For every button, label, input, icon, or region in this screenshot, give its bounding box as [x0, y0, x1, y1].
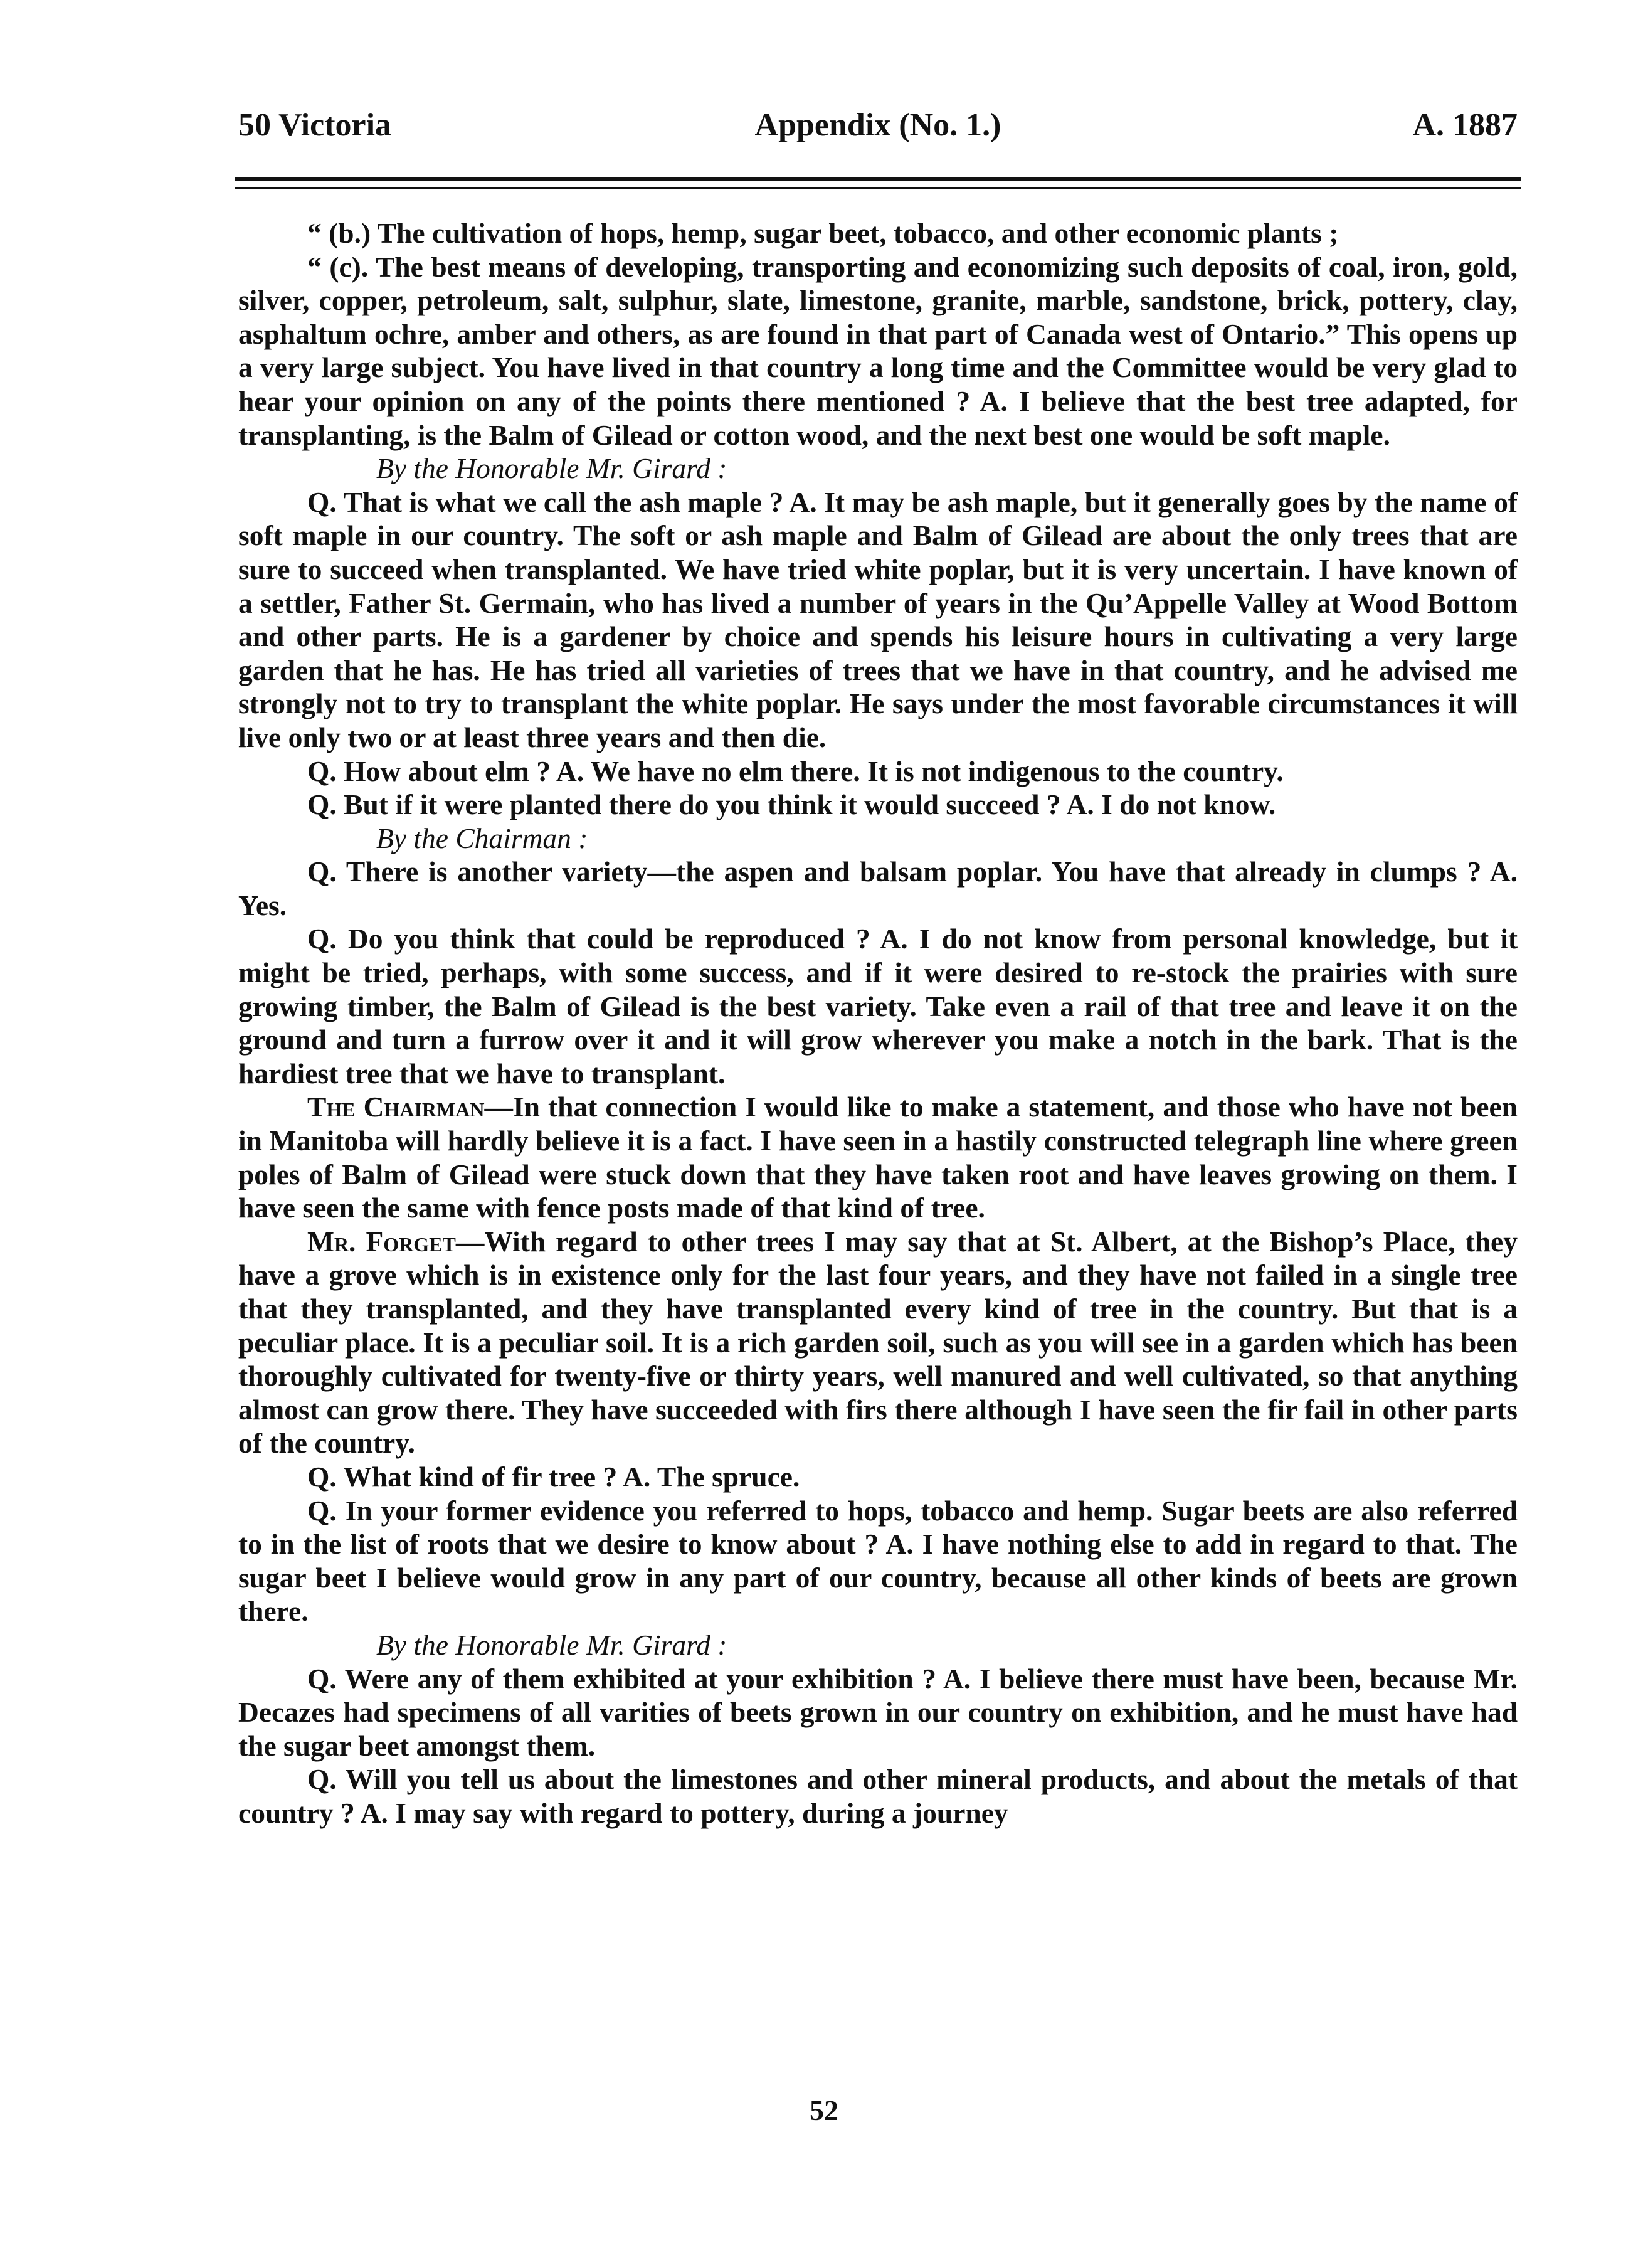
examiner-heading: By the Chairman : [376, 822, 588, 854]
body-paragraph: Q. In your former evidence you referred to hops, tobacco and hemp. Sugar beets are also referred to in the list of roots that we desire to know about ? A. I have nothing else to add in regard to that. The sugar beet I believe would grow in any part of our country, because all other kinds of beets are grown there. [238, 1494, 1518, 1628]
body-paragraph: Q. Were any of them exhibited at your exhibition ? A. I believe there must have been, because Mr. Decazes had specimens of all varities of beets grown in our country on exhibition, and he must have had the sugar beet amongst them. [238, 1662, 1518, 1762]
speaker-paragraph [238, 1090, 1518, 1224]
body-paragraph: Q. Will you tell us about the limestones and other mineral products, and about the metals of that country ? A. I may say with regard to pottery, during a journey [238, 1763, 1518, 1829]
running-header [238, 107, 1518, 163]
body-paragraph: “ (c). The best means of developing, transporting and economizing such deposits of coal, iron, gold, silver, copper, petroleum, salt, sulphur, slate, limestone, granite, marble, sandstone, brick, pottery, clay, asphaltum ochre, amber and others, as are found in that part of Canada west of Ontario.” This opens up a very large subject. You have lived in that country a long time and the Committee would be very glad to hear your opinion on any of the points there mentioned ? A. I believe that the best tree adapted, for transplanting, is the Balm of Gilead or cotton wood, and the next best one would be soft maple. [238, 250, 1518, 451]
speaker-text: —With regard to other trees I may say that at St. Albert, at the Bishop’s Place, they have a grove which is in existence only for the last four years, and they have not failed in a single tree that they transplanted, and they have transplanted every kind of tree in the country. But that is a peculiar place. It is a peculiar soil. It is a rich garden soil, such as you will see in a garden which has been thoroughly cultivated for twenty-five or thirty years, well manured and well cultivated, so that anything almost can grow there. They have succeeded with firs there although I have seen the fir fail in other parts of the country. [238, 1225, 1518, 1460]
body-paragraph: “ (b.) The cultivation of hops, hemp, sugar beet, tobacco, and other economic plants ; [307, 217, 1339, 249]
header-rule-thick [235, 177, 1521, 181]
examiner-heading: By the Honorable Mr. Girard : [376, 452, 727, 485]
page-body [238, 216, 1518, 1830]
body-paragraph: Q. Do you think that could be reproduced ? A. I do not know from personal knowledge, but it might be tried, perhaps, with some success, and if it were desired to re-stock the prairies with sure growing timber, the Balm of Gilead is the best variety. Take even a rail of that tree and leave it on the ground and turn a furrow over it and it will grow wherever you make a notch in the bark. That is the hardiest tree that we have to transplant. [238, 923, 1518, 1089]
body-paragraph: Q. What kind of fir tree ? A. The spruce. [307, 1460, 800, 1493]
header-year: A. 1887 [1412, 107, 1518, 143]
header-rule-thin [235, 187, 1521, 189]
speaker-paragraph [238, 1225, 1518, 1460]
page-number: 52 [810, 2094, 838, 2126]
body-paragraph: Q. How about elm ? A. We have no elm there. It is not indigenous to the country. [307, 755, 1284, 787]
header-session: 50 Victoria [238, 107, 392, 143]
speaker-name: Mr. Forget [307, 1225, 456, 1258]
body-paragraph: Q. But if it were planted there do you think it would succeed ? A. I do not know. [307, 788, 1276, 821]
header-appendix: Appendix (No. 1.) [754, 107, 1001, 143]
examiner-heading: By the Honorable Mr. Girard : [376, 1628, 727, 1661]
speaker-name: The Chairman [307, 1091, 485, 1123]
speaker-text: —In that connection I would like to make a statement, and those who have not been in Manitoba will hardly believe it is a fact. I have seen in a hastily constructed telegraph line where green poles of Balm of Gilead were stuck down that they have taken root and have leaves growing on them. I have seen the same with fence posts made of that kind of tree. [238, 1091, 1518, 1224]
body-paragraph: Q. There is another variety—the aspen and balsam poplar. You have that already in clumps ? A. Yes. [238, 856, 1518, 921]
body-paragraph: Q. That is what we call the ash maple ? A. It may be ash maple, but it generally goes by the name of soft maple in our country. The soft or ash maple and Balm of Gilead are about the only trees that are sure to succeed when transplanted. We have tried white poplar, but it is very uncertain. I have known of a settler, Father St. Germain, who has lived a number of years in the Qu’Appelle Valley at Wood Bottom and other parts. He is a gardener by choice and spends his leisure hours in cultivating a very large garden that he has. He has tried all varieties of trees that we have in that country, and he advised me strongly not to try to transplant the white poplar. He says under the most favorable circumstances it will live only two or at least three years and then die. [238, 485, 1518, 753]
